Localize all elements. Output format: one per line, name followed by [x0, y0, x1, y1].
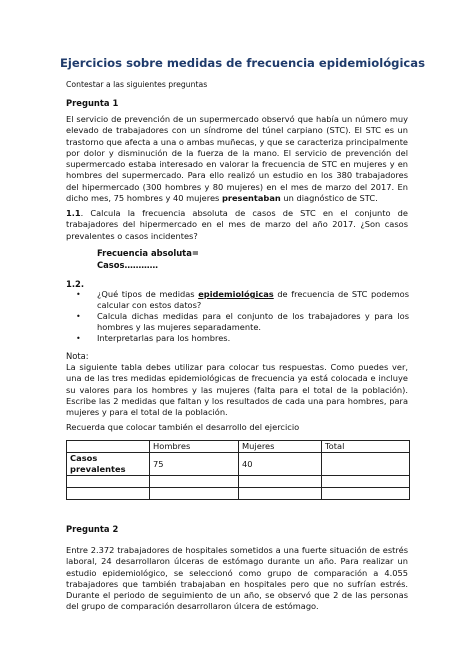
subquestion-1-1-number: 1.1: [66, 208, 81, 218]
answer-table: [66, 440, 410, 500]
table-header-hombres: Hombres: [150, 441, 239, 453]
table-header-empty: [67, 441, 150, 453]
reminder-text: Recuerda que colocar también el desarrollo del ejercicio: [66, 422, 300, 432]
statement-text-end: un diagnóstico de STC.: [280, 193, 378, 204]
instruction-text: Contestar a las siguientes preguntas: [66, 80, 208, 89]
bullet-icon: •: [76, 290, 81, 299]
table-cell: [67, 488, 150, 500]
bullet-1-text: ¿Qué tipos de medidas: [97, 289, 199, 299]
table-cell: [322, 488, 410, 500]
table-cell-total: [322, 453, 410, 476]
bullet-item-2: Calcula dichas medidas para el conjunto de los trabajadores y para los hombres y las mujeres separadamente.: [97, 311, 409, 333]
table-cell-mujeres: 40: [239, 453, 322, 476]
table-cell: [150, 488, 239, 500]
table-header-total: Total: [322, 441, 410, 453]
document-title: Ejercicios sobre medidas de frecuencia epidemiológicas: [60, 56, 426, 70]
note-label: Nota:: [66, 351, 89, 361]
table-row: [67, 453, 410, 476]
bullet-icon: •: [76, 334, 81, 343]
table-cell-label: Casos prevalentes: [67, 453, 150, 476]
table-cell: [67, 476, 150, 488]
question-2-heading: Pregunta 2: [66, 524, 119, 534]
table-cell-hombres: 75: [150, 453, 239, 476]
bullet-item-1: [97, 289, 409, 312]
answer-cases-label: Casos…………: [97, 260, 159, 270]
statement-text: El servicio de prevención de un supermercado observó que había un número muy elevado de trabajadores con un síndrome del túnel carpiano (STC). El STC es un trastorno que afecta a una o ambas muñecas, y que se caracteriza principalmente por dolor y disminución de la fuerza de la mano. El servicio de prevención del supermercado estaba interesado en valorar la frecuencia de STC en mujeres y en hombres del supermercado. Para ello realizó un estudio en los 380 trabajadores del hipermercado (300 hombres y 80 mujeres) en el mes de marzo del 2017. En dicho mes, 75 hombres y 40 mujeres: [66, 114, 409, 204]
table-cell: [150, 476, 239, 488]
bullet-1-text-end: de frecuencia de STC podemos calcular con estos datos?: [97, 289, 409, 311]
question-1-heading: Pregunta 1: [66, 98, 119, 108]
table-row: [67, 488, 410, 500]
question-2-statement: Entre 2.372 trabajadores de hospitales sometidos a una fuerte situación de estrés laboral, 24 desarrollaron úlceras de estómago durante un año. Para realizar un estudio epidemiológico, se seleccionó como grupo de comparación a 4.055 trabajadores que también trabajaban en hospitales pero que no sufrían estrés. Durante el periodo de seguimiento de un año, se observó que 2 de las personas del grupo de comparación desarrollaron úlcera de estómago.: [66, 545, 408, 612]
bullet-item-3: Interpretarlas para los hombres.: [97, 333, 231, 343]
table-cell: [322, 476, 410, 488]
bullet-1-underlined: epidemiológicas: [198, 289, 274, 299]
table-row: [67, 476, 410, 488]
bullet-icon: •: [76, 312, 81, 321]
answer-frequency-label: Frecuencia absoluta=: [97, 248, 199, 258]
note-text: La siguiente tabla debes utilizar para colocar tus respuestas. Como puedes ver, una de las tres medidas epidemiológicas de frecuencia ya está colocada e incluye su valores para los hombres y las mujeres (falta para el total de la población). Escribe las 2 medidas que faltan y los resultados de cada una para hombres, para mujeres y para el total de la población.: [66, 362, 408, 418]
subquestion-1-1: [66, 208, 408, 242]
subquestion-1-1-text: . Calcula la frecuencia absoluta de casos de STC en el conjunto de trabajadores del hipermercado en el mes de marzo del año 2017. ¿Son casos prevalentes o casos incidentes?: [66, 208, 408, 241]
table-cell: [239, 488, 322, 500]
table-header-row: [67, 441, 410, 453]
statement-bold-word: presentaban: [221, 193, 281, 204]
table-cell: [239, 476, 322, 488]
table-header-mujeres: Mujeres: [239, 441, 322, 453]
subquestion-1-2-number: 1.2.: [66, 279, 85, 289]
question-1-statement: [66, 114, 408, 204]
